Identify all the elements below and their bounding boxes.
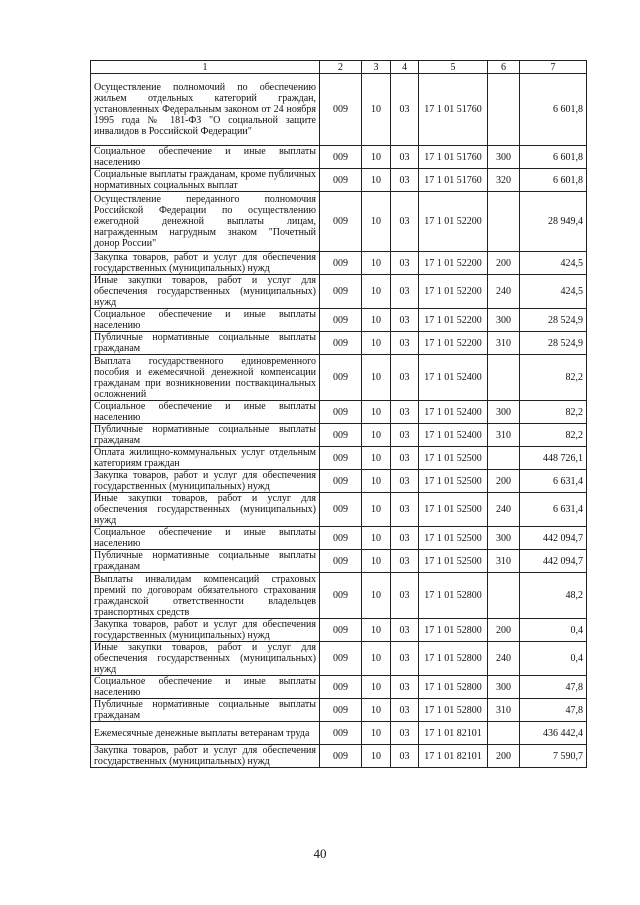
cell-subsection: 03 [391, 332, 419, 355]
cell-amount: 6 601,8 [520, 146, 587, 169]
table-row [91, 401, 587, 424]
row-name: Публичные нормативные социальные выплаты гражданам [91, 699, 320, 722]
cell-expense-type: 200 [488, 470, 520, 493]
cell-ministry-code: 009 [320, 493, 362, 527]
table-row [91, 309, 587, 332]
cell-subsection: 03 [391, 355, 419, 401]
cell-target-article: 17 1 01 51760 [419, 146, 488, 169]
cell-ministry-code: 009 [320, 722, 362, 745]
cell-target-article: 17 1 01 52400 [419, 424, 488, 447]
page-number: 40 [313, 846, 327, 861]
cell-amount: 6 631,4 [520, 493, 587, 527]
row-name: Осуществление полномочий по обеспечению жильем отдельных категорий граждан, установленных Федеральным законом от 24 ноября 1995 года № 181-ФЗ "О социальной защите инвалидов в Российской Федерации" [91, 74, 320, 146]
cell-target-article: 17 1 01 52500 [419, 550, 488, 573]
cell-ministry-code: 009 [320, 550, 362, 573]
table-row [91, 252, 587, 275]
cell-ministry-code: 009 [320, 169, 362, 192]
table-row [91, 332, 587, 355]
table-row [91, 470, 587, 493]
table-row [91, 699, 587, 722]
cell-target-article: 17 1 01 52500 [419, 493, 488, 527]
row-name: Закупка товаров, работ и услуг для обеспечения государственных (муниципальных) нужд [91, 745, 320, 768]
col-header: 6 [488, 61, 520, 74]
table-row [91, 424, 587, 447]
cell-ministry-code: 009 [320, 424, 362, 447]
cell-subsection: 03 [391, 493, 419, 527]
cell-section: 10 [362, 447, 391, 470]
cell-amount: 448 726,1 [520, 447, 587, 470]
cell-amount: 82,2 [520, 424, 587, 447]
cell-subsection: 03 [391, 619, 419, 642]
cell-expense-type: 240 [488, 642, 520, 676]
cell-ministry-code: 009 [320, 275, 362, 309]
cell-section: 10 [362, 275, 391, 309]
cell-expense-type: 310 [488, 424, 520, 447]
cell-section: 10 [362, 573, 391, 619]
cell-amount: 424,5 [520, 275, 587, 309]
cell-target-article: 17 1 01 52800 [419, 676, 488, 699]
cell-expense-type [488, 722, 520, 745]
row-name: Социальное обеспечение и иные выплаты населению [91, 527, 320, 550]
table-row [91, 676, 587, 699]
row-name: Иные закупки товаров, работ и услуг для обеспечения государственных (муниципальных) нужд [91, 493, 320, 527]
cell-ministry-code: 009 [320, 252, 362, 275]
cell-ministry-code: 009 [320, 447, 362, 470]
cell-ministry-code: 009 [320, 74, 362, 146]
cell-expense-type: 320 [488, 169, 520, 192]
header-row [91, 61, 587, 74]
table-row [91, 745, 587, 768]
cell-target-article: 17 1 01 52400 [419, 401, 488, 424]
table-row [91, 642, 587, 676]
cell-section: 10 [362, 332, 391, 355]
cell-subsection: 03 [391, 676, 419, 699]
cell-ministry-code: 009 [320, 332, 362, 355]
cell-target-article: 17 1 01 52400 [419, 355, 488, 401]
cell-section: 10 [362, 169, 391, 192]
table-row [91, 527, 587, 550]
cell-amount: 47,8 [520, 699, 587, 722]
table-row [91, 573, 587, 619]
cell-expense-type: 300 [488, 676, 520, 699]
cell-expense-type: 300 [488, 401, 520, 424]
row-name: Иные закупки товаров, работ и услуг для обеспечения государственных (муниципальных) нужд [91, 642, 320, 676]
cell-expense-type [488, 573, 520, 619]
cell-section: 10 [362, 550, 391, 573]
cell-subsection: 03 [391, 447, 419, 470]
cell-target-article: 17 1 01 52200 [419, 309, 488, 332]
cell-section: 10 [362, 527, 391, 550]
cell-section: 10 [362, 642, 391, 676]
cell-ministry-code: 009 [320, 527, 362, 550]
cell-subsection: 03 [391, 401, 419, 424]
table-row [91, 619, 587, 642]
cell-ministry-code: 009 [320, 309, 362, 332]
row-name: Выплаты инвалидам компенсаций страховых премий по договорам обязательного страхования гражданской ответственности владельцев транспортных средств [91, 573, 320, 619]
table-row [91, 447, 587, 470]
row-name: Социальные выплаты гражданам, кроме публичных нормативных социальных выплат [91, 169, 320, 192]
cell-section: 10 [362, 722, 391, 745]
cell-subsection: 03 [391, 252, 419, 275]
cell-expense-type: 300 [488, 146, 520, 169]
row-name: Социальное обеспечение и иные выплаты населению [91, 146, 320, 169]
cell-subsection: 03 [391, 192, 419, 252]
cell-expense-type: 240 [488, 275, 520, 309]
cell-target-article: 17 1 01 82101 [419, 745, 488, 768]
cell-subsection: 03 [391, 424, 419, 447]
cell-section: 10 [362, 192, 391, 252]
cell-amount: 82,2 [520, 355, 587, 401]
cell-target-article: 17 1 01 52200 [419, 275, 488, 309]
cell-subsection: 03 [391, 573, 419, 619]
cell-expense-type: 240 [488, 493, 520, 527]
cell-section: 10 [362, 745, 391, 768]
table-row [91, 146, 587, 169]
cell-subsection: 03 [391, 550, 419, 573]
cell-section: 10 [362, 309, 391, 332]
cell-amount: 82,2 [520, 401, 587, 424]
cell-ministry-code: 009 [320, 146, 362, 169]
row-name: Закупка товаров, работ и услуг для обеспечения государственных (муниципальных) нужд [91, 619, 320, 642]
cell-section: 10 [362, 493, 391, 527]
cell-amount: 47,8 [520, 676, 587, 699]
cell-subsection: 03 [391, 470, 419, 493]
row-name: Публичные нормативные социальные выплаты гражданам [91, 550, 320, 573]
cell-ministry-code: 009 [320, 745, 362, 768]
cell-target-article: 17 1 01 82101 [419, 722, 488, 745]
cell-ministry-code: 009 [320, 192, 362, 252]
cell-target-article: 17 1 01 52200 [419, 252, 488, 275]
row-name: Социальное обеспечение и иные выплаты населению [91, 676, 320, 699]
table-row [91, 192, 587, 252]
cell-amount: 7 590,7 [520, 745, 587, 768]
cell-expense-type [488, 355, 520, 401]
cell-section: 10 [362, 470, 391, 493]
row-name: Осуществление переданного полномочия Российской Федерации по осуществлению ежегодной денежной выплаты лицам, награжденным нагрудным знаком "Почетный донор России" [91, 192, 320, 252]
cell-target-article: 17 1 01 52200 [419, 192, 488, 252]
cell-section: 10 [362, 619, 391, 642]
cell-ministry-code: 009 [320, 642, 362, 676]
cell-amount: 48,2 [520, 573, 587, 619]
cell-target-article: 17 1 01 51760 [419, 74, 488, 146]
cell-expense-type: 200 [488, 252, 520, 275]
cell-subsection: 03 [391, 699, 419, 722]
row-name: Публичные нормативные социальные выплаты гражданам [91, 424, 320, 447]
col-header: 4 [391, 61, 419, 74]
cell-amount: 442 094,7 [520, 527, 587, 550]
cell-amount: 436 442,4 [520, 722, 587, 745]
row-name: Закупка товаров, работ и услуг для обеспечения государственных (муниципальных) нужд [91, 252, 320, 275]
cell-target-article: 17 1 01 52800 [419, 573, 488, 619]
table-row [91, 169, 587, 192]
row-name: Публичные нормативные социальные выплаты гражданам [91, 332, 320, 355]
cell-target-article: 17 1 01 52800 [419, 619, 488, 642]
row-name: Ежемесячные денежные выплаты ветеранам труда [91, 722, 320, 745]
cell-ministry-code: 009 [320, 573, 362, 619]
cell-expense-type [488, 74, 520, 146]
cell-amount: 6 601,8 [520, 74, 587, 146]
cell-amount: 28 524,9 [520, 332, 587, 355]
cell-subsection: 03 [391, 275, 419, 309]
cell-subsection: 03 [391, 309, 419, 332]
cell-subsection: 03 [391, 722, 419, 745]
col-header: 3 [362, 61, 391, 74]
col-header: 5 [419, 61, 488, 74]
cell-section: 10 [362, 424, 391, 447]
cell-target-article: 17 1 01 51760 [419, 169, 488, 192]
cell-amount: 0,4 [520, 642, 587, 676]
cell-expense-type [488, 447, 520, 470]
cell-amount: 6 631,4 [520, 470, 587, 493]
cell-section: 10 [362, 699, 391, 722]
col-header: 2 [320, 61, 362, 74]
cell-ministry-code: 009 [320, 619, 362, 642]
cell-section: 10 [362, 146, 391, 169]
cell-expense-type: 310 [488, 332, 520, 355]
table-row [91, 493, 587, 527]
cell-section: 10 [362, 401, 391, 424]
cell-target-article: 17 1 01 52500 [419, 527, 488, 550]
cell-amount: 6 601,8 [520, 169, 587, 192]
row-name: Оплата жилищно-коммунальных услуг отдельным категориям граждан [91, 447, 320, 470]
table-row [91, 74, 587, 146]
col-header: 7 [520, 61, 587, 74]
row-name: Иные закупки товаров, работ и услуг для обеспечения государственных (муниципальных) нужд [91, 275, 320, 309]
budget-table [90, 60, 587, 768]
cell-expense-type: 300 [488, 527, 520, 550]
cell-expense-type: 200 [488, 745, 520, 768]
cell-section: 10 [362, 355, 391, 401]
cell-expense-type: 310 [488, 699, 520, 722]
table-row [91, 355, 587, 401]
cell-target-article: 17 1 01 52500 [419, 447, 488, 470]
cell-expense-type [488, 192, 520, 252]
table-row [91, 550, 587, 573]
cell-target-article: 17 1 01 52500 [419, 470, 488, 493]
table-row [91, 275, 587, 309]
cell-expense-type: 310 [488, 550, 520, 573]
cell-expense-type: 200 [488, 619, 520, 642]
cell-ministry-code: 009 [320, 699, 362, 722]
row-name: Социальное обеспечение и иные выплаты населению [91, 401, 320, 424]
cell-ministry-code: 009 [320, 676, 362, 699]
cell-subsection: 03 [391, 642, 419, 676]
cell-target-article: 17 1 01 52200 [419, 332, 488, 355]
cell-ministry-code: 009 [320, 401, 362, 424]
cell-section: 10 [362, 252, 391, 275]
cell-section: 10 [362, 676, 391, 699]
row-name: Социальное обеспечение и иные выплаты населению [91, 309, 320, 332]
cell-subsection: 03 [391, 169, 419, 192]
cell-ministry-code: 009 [320, 355, 362, 401]
cell-section: 10 [362, 74, 391, 146]
cell-target-article: 17 1 01 52800 [419, 642, 488, 676]
cell-target-article: 17 1 01 52800 [419, 699, 488, 722]
cell-ministry-code: 009 [320, 470, 362, 493]
cell-amount: 442 094,7 [520, 550, 587, 573]
cell-amount: 424,5 [520, 252, 587, 275]
table-row [91, 722, 587, 745]
cell-amount: 0,4 [520, 619, 587, 642]
cell-amount: 28 949,4 [520, 192, 587, 252]
cell-subsection: 03 [391, 745, 419, 768]
cell-expense-type: 300 [488, 309, 520, 332]
cell-amount: 28 524,9 [520, 309, 587, 332]
row-name: Выплата государственного единовременного пособия и ежемесячной денежной компенсации гражданам при возникновении поствакцинальных осложнений [91, 355, 320, 401]
col-header: 1 [91, 61, 320, 74]
cell-subsection: 03 [391, 74, 419, 146]
cell-subsection: 03 [391, 146, 419, 169]
row-name: Закупка товаров, работ и услуг для обеспечения государственных (муниципальных) нужд [91, 470, 320, 493]
cell-subsection: 03 [391, 527, 419, 550]
